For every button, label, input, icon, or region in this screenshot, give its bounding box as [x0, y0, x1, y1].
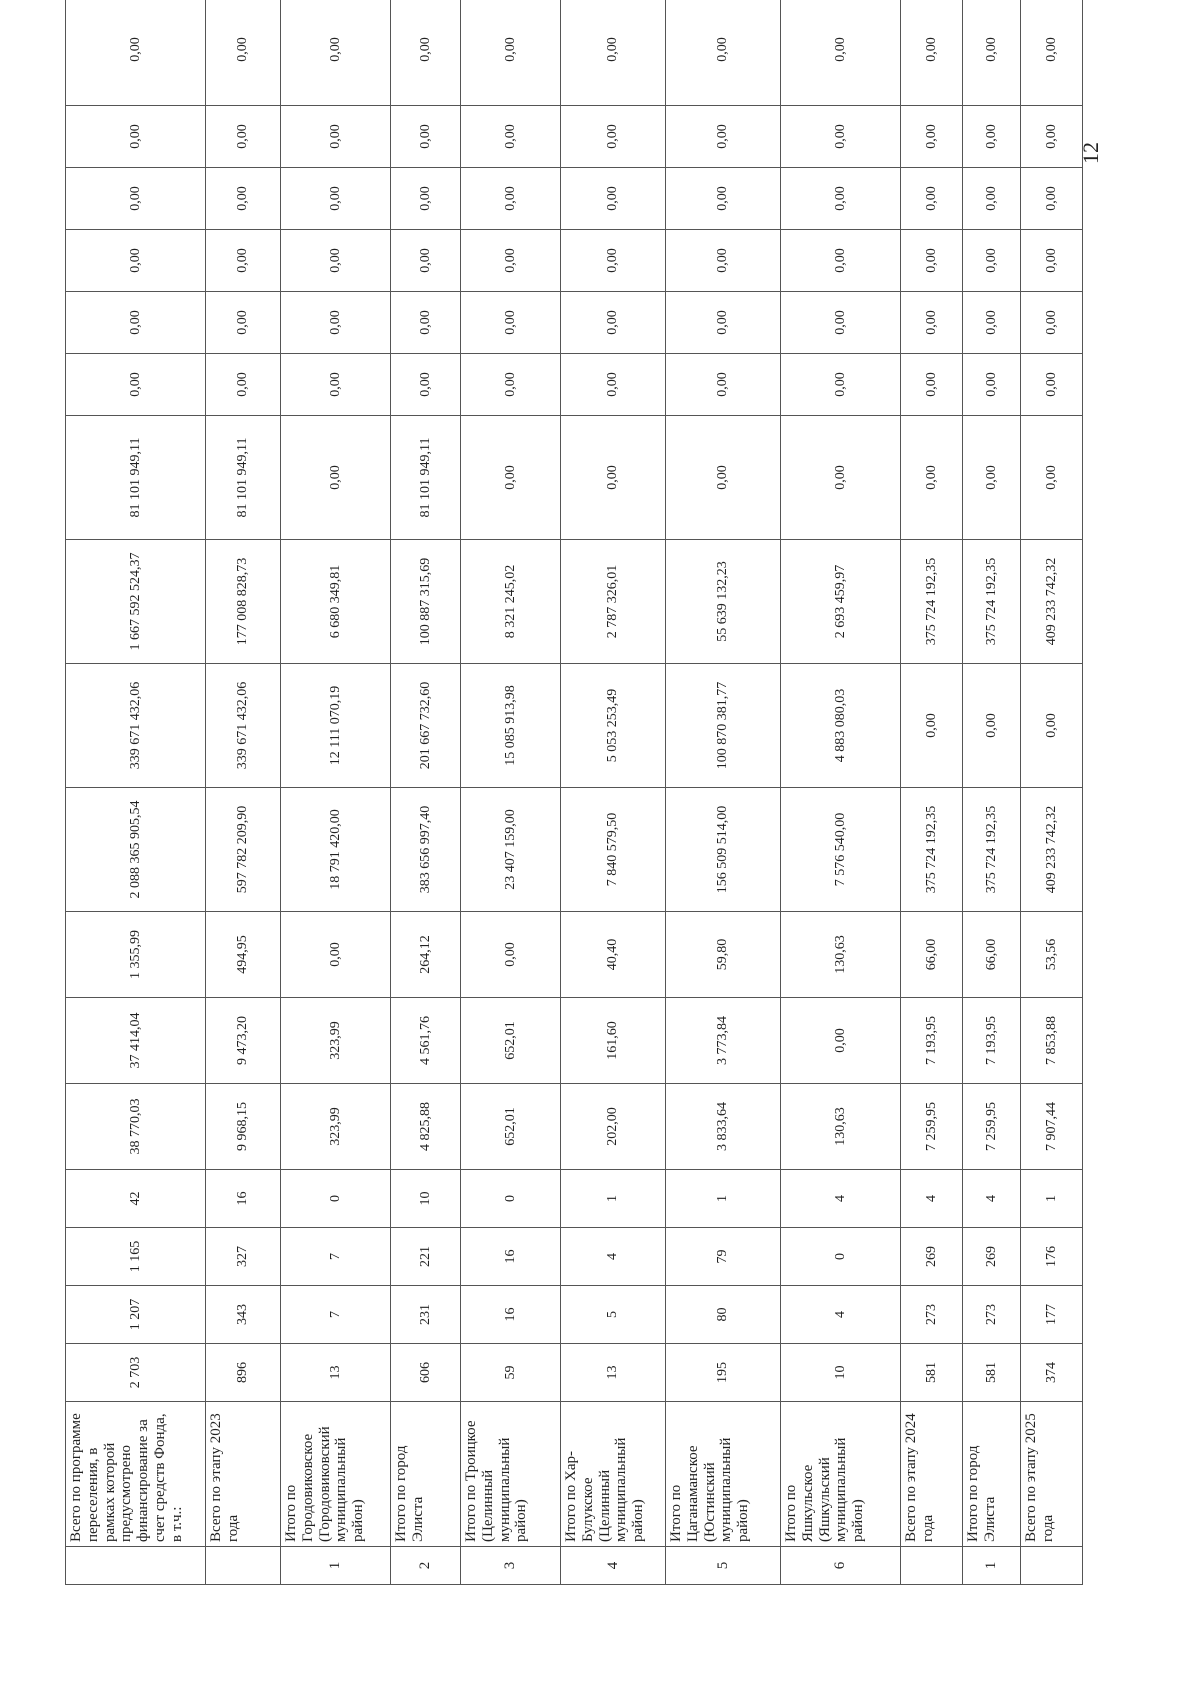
value-cell: 269: [901, 1228, 963, 1286]
value-cell: 81 101 949,11: [206, 416, 281, 540]
value-cell: 0,00: [963, 664, 1021, 788]
row-name-cell: Итого по город Элиста: [391, 1402, 461, 1547]
value-cell: 195: [666, 1344, 781, 1402]
value-cell: 7 907,44: [1021, 1084, 1083, 1170]
value-cell: 201 667 732,60: [391, 664, 461, 788]
value-cell: 2 787 326,01: [561, 540, 666, 664]
value-cell: 66,00: [963, 912, 1021, 998]
value-cell: 323,99: [281, 1084, 391, 1170]
value-cell: 7 193,95: [901, 998, 963, 1084]
table-row: [391, 0, 461, 1585]
value-cell: 0,00: [1021, 664, 1083, 788]
value-cell: 66,00: [901, 912, 963, 998]
value-cell: 177: [1021, 1286, 1083, 1344]
value-cell: 0,00: [66, 168, 206, 230]
value-cell: 1 355,99: [66, 912, 206, 998]
value-cell: 0,00: [666, 416, 781, 540]
value-cell: 4: [963, 1170, 1021, 1228]
value-cell: 0,00: [281, 0, 391, 106]
value-cell: 4 825,88: [391, 1084, 461, 1170]
value-cell: 16: [206, 1170, 281, 1228]
value-cell: 40,40: [561, 912, 666, 998]
value-cell: 7: [281, 1228, 391, 1286]
value-cell: 0,00: [1021, 292, 1083, 354]
value-cell: 10: [391, 1170, 461, 1228]
row-name-cell: Всего по этапу 2025 года: [1021, 1402, 1083, 1547]
value-cell: 375 724 192,35: [901, 540, 963, 664]
value-cell: 177 008 828,73: [206, 540, 281, 664]
value-cell: 375 724 192,35: [963, 540, 1021, 664]
value-cell: 0,00: [206, 230, 281, 292]
row-index-cell: 6: [781, 1547, 901, 1585]
value-cell: 0: [461, 1170, 561, 1228]
value-cell: 0,00: [461, 0, 561, 106]
value-cell: 0,00: [1021, 354, 1083, 416]
value-cell: 0,00: [391, 354, 461, 416]
value-cell: 339 671 432,06: [206, 664, 281, 788]
value-cell: 0,00: [281, 168, 391, 230]
value-cell: 0,00: [1021, 230, 1083, 292]
value-cell: 0,00: [461, 354, 561, 416]
value-cell: 0,00: [901, 230, 963, 292]
row-index-cell: 3: [461, 1547, 561, 1585]
value-cell: 176: [1021, 1228, 1083, 1286]
value-cell: 0,00: [963, 416, 1021, 540]
value-cell: 161,60: [561, 998, 666, 1084]
value-cell: 4: [901, 1170, 963, 1228]
value-cell: 0,00: [561, 416, 666, 540]
value-cell: 0,00: [461, 168, 561, 230]
value-cell: 7 853,88: [1021, 998, 1083, 1084]
value-cell: 264,12: [391, 912, 461, 998]
value-cell: 652,01: [461, 1084, 561, 1170]
value-cell: 4 883 080,03: [781, 664, 901, 788]
value-cell: 0,00: [281, 354, 391, 416]
value-cell: 231: [391, 1286, 461, 1344]
value-cell: 15 085 913,98: [461, 664, 561, 788]
value-cell: 0,00: [281, 292, 391, 354]
value-cell: 581: [963, 1344, 1021, 1402]
table-row: [281, 0, 391, 1585]
value-cell: 374: [1021, 1344, 1083, 1402]
value-cell: 0,00: [781, 998, 901, 1084]
value-cell: 0,00: [66, 0, 206, 106]
value-cell: 0,00: [901, 292, 963, 354]
value-cell: 80: [666, 1286, 781, 1344]
value-cell: 0,00: [206, 106, 281, 168]
row-name-cell: Итого по Троицкое (Целинный муниципальный район): [461, 1402, 561, 1547]
value-cell: 323,99: [281, 998, 391, 1084]
value-cell: 0,00: [461, 230, 561, 292]
value-cell: 59,80: [666, 912, 781, 998]
value-cell: 0,00: [561, 230, 666, 292]
table-row: [781, 0, 901, 1585]
value-cell: 327: [206, 1228, 281, 1286]
value-cell: 2 703: [66, 1344, 206, 1402]
value-cell: 896: [206, 1344, 281, 1402]
table-row: [461, 0, 561, 1585]
table-row: [901, 0, 963, 1585]
value-cell: 597 782 209,90: [206, 788, 281, 912]
value-cell: 0,00: [391, 106, 461, 168]
row-index-cell: 2: [391, 1547, 461, 1585]
value-cell: 0,00: [461, 106, 561, 168]
value-cell: 6 680 349,81: [281, 540, 391, 664]
value-cell: 16: [461, 1286, 561, 1344]
value-cell: 0,00: [666, 292, 781, 354]
row-index-cell: 1: [281, 1547, 391, 1585]
value-cell: 0,00: [281, 912, 391, 998]
value-cell: 8 321 245,02: [461, 540, 561, 664]
value-cell: 0,00: [1021, 0, 1083, 106]
row-name-cell: Итого по Яшкульское (Яшкульский муниципальный район): [781, 1402, 901, 1547]
row-name-cell: Всего по этапу 2023 года: [206, 1402, 281, 1547]
value-cell: 0,00: [561, 292, 666, 354]
page-number: 12: [1078, 142, 1103, 164]
value-cell: 0,00: [963, 292, 1021, 354]
value-cell: 1 207: [66, 1286, 206, 1344]
value-cell: 7 193,95: [963, 998, 1021, 1084]
value-cell: 0,00: [1021, 168, 1083, 230]
value-cell: 0,00: [781, 230, 901, 292]
value-cell: 0,00: [666, 230, 781, 292]
value-cell: 1 667 592 524,37: [66, 540, 206, 664]
value-cell: 0,00: [781, 168, 901, 230]
value-cell: 0,00: [561, 106, 666, 168]
resettlement-finance-table: [65, 0, 1083, 1585]
row-index-cell: 4: [561, 1547, 666, 1585]
value-cell: 0,00: [666, 354, 781, 416]
table-row: [206, 0, 281, 1585]
value-cell: 652,01: [461, 998, 561, 1084]
value-cell: 0,00: [901, 664, 963, 788]
value-cell: 0,00: [666, 0, 781, 106]
value-cell: 2 693 459,97: [781, 540, 901, 664]
value-cell: 0,00: [66, 106, 206, 168]
value-cell: 130,63: [781, 1084, 901, 1170]
value-cell: 0,00: [963, 230, 1021, 292]
value-cell: 7 840 579,50: [561, 788, 666, 912]
value-cell: 494,95: [206, 912, 281, 998]
value-cell: 0,00: [66, 354, 206, 416]
value-cell: 12 111 070,19: [281, 664, 391, 788]
value-cell: 100 870 381,77: [666, 664, 781, 788]
value-cell: 0,00: [66, 230, 206, 292]
row-name-cell: Итого по Городовиковское (Городовиковский муниципальный район): [281, 1402, 391, 1547]
value-cell: 9 968,15: [206, 1084, 281, 1170]
value-cell: 0,00: [461, 292, 561, 354]
row-name-cell: Итого по Хар-Булукское (Целинный муниципальный район): [561, 1402, 666, 1547]
value-cell: 273: [963, 1286, 1021, 1344]
value-cell: 18 791 420,00: [281, 788, 391, 912]
value-cell: 0,00: [391, 292, 461, 354]
value-cell: 0,00: [561, 168, 666, 230]
value-cell: 383 656 997,40: [391, 788, 461, 912]
value-cell: 4: [781, 1286, 901, 1344]
value-cell: 156 509 514,00: [666, 788, 781, 912]
value-cell: 0,00: [281, 106, 391, 168]
value-cell: 339 671 432,06: [66, 664, 206, 788]
row-name-cell: Итого по город Элиста: [963, 1402, 1021, 1547]
value-cell: 2 088 365 905,54: [66, 788, 206, 912]
value-cell: 13: [281, 1344, 391, 1402]
value-cell: 130,63: [781, 912, 901, 998]
value-cell: 0,00: [281, 416, 391, 540]
value-cell: 42: [66, 1170, 206, 1228]
value-cell: 5 053 253,49: [561, 664, 666, 788]
value-cell: 0,00: [461, 416, 561, 540]
value-cell: 1: [561, 1170, 666, 1228]
value-cell: 0: [281, 1170, 391, 1228]
row-index-cell: [66, 1547, 206, 1585]
row-name-cell: Итого по Цаганаманское (Юстинский муниципальный район): [666, 1402, 781, 1547]
value-cell: 0,00: [781, 416, 901, 540]
value-cell: 37 414,04: [66, 998, 206, 1084]
value-cell: 23 407 159,00: [461, 788, 561, 912]
value-cell: 0,00: [963, 168, 1021, 230]
value-cell: 0,00: [206, 168, 281, 230]
value-cell: 0,00: [391, 230, 461, 292]
value-cell: 4 561,76: [391, 998, 461, 1084]
row-index-cell: 1: [963, 1547, 1021, 1585]
value-cell: 409 233 742,32: [1021, 788, 1083, 912]
value-cell: 269: [963, 1228, 1021, 1286]
value-cell: 0,00: [781, 0, 901, 106]
value-cell: 409 233 742,32: [1021, 540, 1083, 664]
value-cell: 0,00: [1021, 106, 1083, 168]
value-cell: 0,00: [206, 354, 281, 416]
table-row: [561, 0, 666, 1585]
value-cell: 0,00: [391, 168, 461, 230]
value-cell: 0,00: [461, 912, 561, 998]
value-cell: 0,00: [901, 354, 963, 416]
value-cell: 0,00: [666, 168, 781, 230]
value-cell: 0,00: [963, 106, 1021, 168]
value-cell: 0,00: [206, 292, 281, 354]
value-cell: 606: [391, 1344, 461, 1402]
value-cell: 7 576 540,00: [781, 788, 901, 912]
value-cell: 3 773,84: [666, 998, 781, 1084]
value-cell: 79: [666, 1228, 781, 1286]
row-index-cell: [1021, 1547, 1083, 1585]
value-cell: 375 724 192,35: [901, 788, 963, 912]
value-cell: 0,00: [666, 106, 781, 168]
value-cell: 0,00: [206, 0, 281, 106]
value-cell: 0: [781, 1228, 901, 1286]
value-cell: 16: [461, 1228, 561, 1286]
value-cell: 4: [781, 1170, 901, 1228]
table-row: [666, 0, 781, 1585]
value-cell: 53,56: [1021, 912, 1083, 998]
row-index-cell: 5: [666, 1547, 781, 1585]
value-cell: 0,00: [901, 106, 963, 168]
value-cell: 0,00: [1021, 416, 1083, 540]
value-cell: 0,00: [963, 354, 1021, 416]
row-name-cell: Всего по этапу 2024 года: [901, 1402, 963, 1547]
table-row: [963, 0, 1021, 1585]
value-cell: 10: [781, 1344, 901, 1402]
value-cell: 375 724 192,35: [963, 788, 1021, 912]
value-cell: 0,00: [781, 106, 901, 168]
value-cell: 273: [901, 1286, 963, 1344]
value-cell: 0,00: [391, 0, 461, 106]
value-cell: 100 887 315,69: [391, 540, 461, 664]
value-cell: 9 473,20: [206, 998, 281, 1084]
value-cell: 38 770,03: [66, 1084, 206, 1170]
value-cell: 55 639 132,23: [666, 540, 781, 664]
value-cell: 0,00: [781, 292, 901, 354]
row-index-cell: [206, 1547, 281, 1585]
value-cell: 4: [561, 1228, 666, 1286]
value-cell: 81 101 949,11: [66, 416, 206, 540]
value-cell: 7: [281, 1286, 391, 1344]
value-cell: 1: [1021, 1170, 1083, 1228]
value-cell: 0,00: [901, 168, 963, 230]
value-cell: 0,00: [561, 0, 666, 106]
row-index-cell: [901, 1547, 963, 1585]
table-row: [1021, 0, 1083, 1585]
value-cell: 0,00: [561, 354, 666, 416]
rotated-table-wrapper: [65, 37, 1059, 1585]
value-cell: 13: [561, 1344, 666, 1402]
value-cell: 7 259,95: [901, 1084, 963, 1170]
value-cell: 1: [666, 1170, 781, 1228]
value-cell: 202,00: [561, 1084, 666, 1170]
value-cell: 3 833,64: [666, 1084, 781, 1170]
value-cell: 59: [461, 1344, 561, 1402]
value-cell: 0,00: [781, 354, 901, 416]
value-cell: 1 165: [66, 1228, 206, 1286]
value-cell: 343: [206, 1286, 281, 1344]
value-cell: 5: [561, 1286, 666, 1344]
table-row: [66, 0, 206, 1585]
value-cell: 0,00: [963, 0, 1021, 106]
value-cell: 7 259,95: [963, 1084, 1021, 1170]
value-cell: 0,00: [901, 0, 963, 106]
value-cell: 81 101 949,11: [391, 416, 461, 540]
value-cell: 0,00: [901, 416, 963, 540]
row-name-cell: Всего по программе переселения, в рамках которой предусмотрено финансирование за счет средств Фонда, в т.ч.:: [66, 1402, 206, 1547]
value-cell: 0,00: [281, 230, 391, 292]
value-cell: 0,00: [66, 292, 206, 354]
value-cell: 221: [391, 1228, 461, 1286]
value-cell: 581: [901, 1344, 963, 1402]
